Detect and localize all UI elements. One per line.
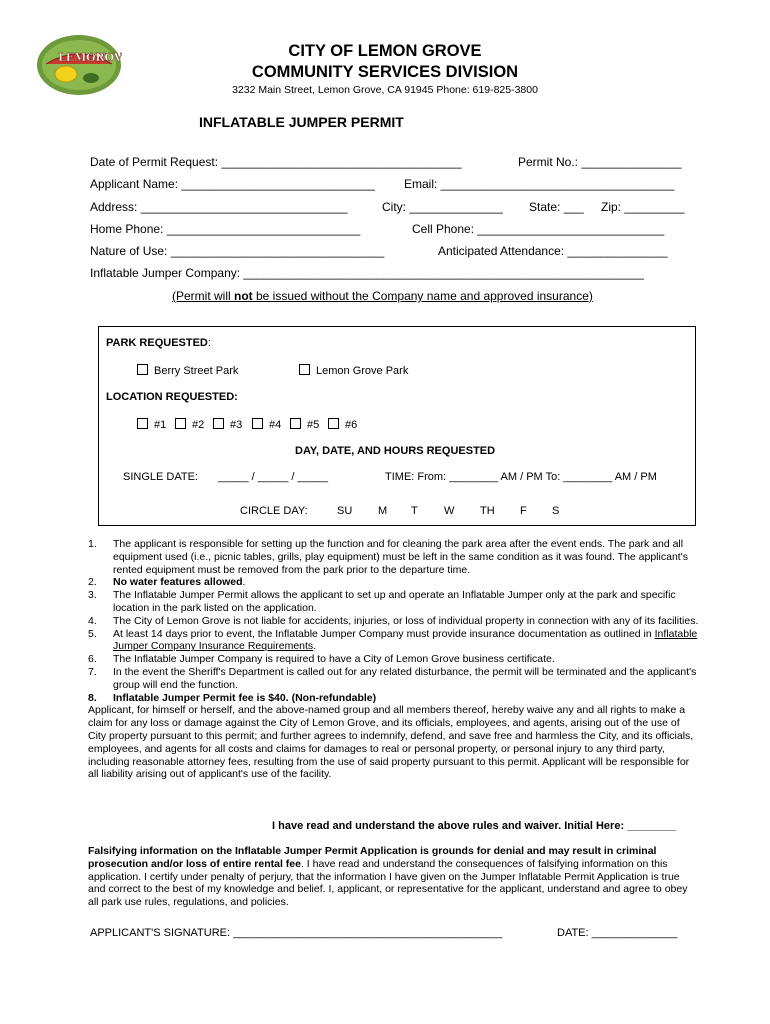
- checkbox[interactable]: [213, 418, 224, 429]
- nature-of-use-field[interactable]: Nature of Use: ________________________________: [90, 244, 385, 258]
- rule-item: 1. The applicant is responsible for setting up the function and for cleaning the park area after the event ends. The park and all equipment used (i.e., picnic tables, grills, play equipment) must be left in the same condition as it was found. The applicant's rented equipment must be removed from the park prior to the departure time.: [88, 538, 688, 576]
- permit-title: INFLATABLE JUMPER PERMIT: [199, 114, 404, 130]
- location-option-3[interactable]: #3: [213, 418, 242, 431]
- park-option-lemon-grove[interactable]: Lemon Grove Park: [299, 364, 408, 377]
- location-option-6[interactable]: #6: [328, 418, 357, 431]
- applicant-name-field[interactable]: Applicant Name: _____________________________: [90, 177, 375, 191]
- address-line: 3232 Main Street, Lemon Grove, CA 91945 Phone: 619-825-3800: [232, 84, 538, 96]
- cell-phone-field[interactable]: Cell Phone: ____________________________: [412, 222, 665, 236]
- checkbox[interactable]: [290, 418, 301, 429]
- logo-text-right: GROV: [86, 51, 122, 64]
- single-date-field[interactable]: _____ / _____ / _____: [218, 471, 329, 483]
- city-title: CITY OF LEMON GROVE: [288, 42, 482, 60]
- rule-item: 4. The City of Lemon Grove is not liable for accidents, injuries, or loss of individual property in connection with any of its facilities.: [88, 614, 699, 627]
- jumper-company-field[interactable]: Inflatable Jumper Company: ____________________________________________________________: [90, 266, 644, 280]
- location-option-5[interactable]: #5: [290, 418, 319, 431]
- day-date-hours-heading: DAY, DATE, AND HOURS REQUESTED: [295, 445, 496, 457]
- time-field[interactable]: TIME: From: ________ AM / PM To: ________ AM / PM: [385, 471, 657, 483]
- address-field[interactable]: Address: _______________________________: [90, 200, 348, 214]
- single-date-label: SINGLE DATE:: [123, 471, 198, 483]
- location-requested-heading: LOCATION REQUESTED:: [106, 391, 238, 403]
- attendance-field[interactable]: Anticipated Attendance: _______________: [438, 244, 668, 258]
- rule-item: 5. At least 14 days prior to event, the Inflatable Jumper Company must provide insurance documentation as outlined in Inflatable Jumper Company Insurance Requirements.: [88, 627, 698, 653]
- date-of-request-field[interactable]: Date of Permit Request: ____________________________________: [90, 155, 462, 169]
- rule-item: 6. The Inflatable Jumper Company is required to have a City of Lemon Grove business certificate.: [88, 653, 555, 666]
- day-option[interactable]: S: [552, 505, 560, 517]
- checkbox[interactable]: [252, 418, 263, 429]
- day-option[interactable]: SU: [337, 505, 353, 517]
- permit-no-field[interactable]: Permit No.: _______________: [518, 155, 682, 169]
- day-option[interactable]: M: [378, 505, 388, 517]
- park-option-berry[interactable]: Berry Street Park: [137, 364, 238, 377]
- circle-day-label: CIRCLE DAY:: [240, 505, 308, 517]
- signature-field[interactable]: APPLICANT'S SIGNATURE: ____________________________________________: [90, 927, 503, 939]
- state-field[interactable]: State: ___: [529, 200, 584, 214]
- logo-text-left: LEMON: [58, 51, 106, 64]
- rule-item: 2. No water features allowed.: [88, 576, 246, 589]
- zip-field[interactable]: Zip: _________: [601, 200, 685, 214]
- rule-item: 8. Inflatable Jumper Permit fee is $40. (Non-refundable): [88, 691, 377, 704]
- division-title: COMMUNITY SERVICES DIVISION: [251, 63, 519, 81]
- signature-date-field[interactable]: DATE: ______________: [557, 927, 678, 939]
- day-option[interactable]: F: [520, 505, 527, 517]
- checkbox[interactable]: [328, 418, 339, 429]
- waiver-paragraph: Applicant, for himself or herself, and the above-named group and all members thereof, hereby waive any and all rights to make a claim for any loss or damage against the City of Lemon Grove, and its officials, employees, and agents, arising out of the use of City property pursuant to this permit; and further agrees to indemnify, defend, and save free and harmless the City, and its officials, employees, and agents for all costs and claims for damages to real or personal property, or personal injury to any third party, including reasonable attorney fees, resulting from the use of said property pursuant to this permit. Applicant will be responsible for all liability arising out of applicant's use of the facility.: [88, 704, 694, 781]
- checkbox[interactable]: [175, 418, 186, 429]
- rules-list: [88, 538, 700, 781]
- day-option[interactable]: TH: [480, 505, 495, 517]
- checkbox[interactable]: [299, 364, 310, 375]
- insurance-note: (Permit will not be issued without the Company name and approved insurance): [172, 289, 593, 303]
- rule-item: 7. In the event the Sheriff's Department is called out for any related disturbance, the permit will be terminated and the applicant's group will end the function.: [88, 665, 697, 691]
- home-phone-field[interactable]: Home Phone: _____________________________: [90, 222, 361, 236]
- location-option-1[interactable]: #1: [137, 418, 166, 431]
- email-field[interactable]: Email: ___________________________________: [404, 177, 675, 191]
- day-option[interactable]: T: [411, 505, 418, 517]
- location-option-2[interactable]: #2: [175, 418, 204, 431]
- day-option[interactable]: W: [444, 505, 455, 517]
- park-requested-heading: PARK REQUESTED:: [106, 337, 211, 349]
- rule-item: 3. The Inflatable Jumper Permit allows the applicant to set up and operate an Inflatable Jumper only at the park and specific location in the park listed on the application.: [88, 589, 676, 614]
- insurance-requirements-link[interactable]: Inflatable Jumper Company Insurance Requirements: [113, 627, 698, 653]
- location-option-4[interactable]: #4: [252, 418, 281, 431]
- initial-line[interactable]: I have read and understand the above rules and waiver. Initial Here: ________: [272, 820, 677, 832]
- falsify-paragraph: Falsifying information on the Inflatable Jumper Permit Application is grounds for denial and may result in criminal prosecution and/or loss of entire rental fee. I have read and understand the consequences of falsifying information on this application. I certify under penalty of perjury, that the information I have given on the Jumper Inflatable Permit Application is true and correct to the best of my knowledge and belief. I, applicant, or representative for the applicant, understand and agree to obey all park use rules, regulations, and policies.: [88, 845, 688, 909]
- checkbox[interactable]: [137, 418, 148, 429]
- checkbox[interactable]: [137, 364, 148, 375]
- city-field[interactable]: City: ______________: [382, 200, 503, 214]
